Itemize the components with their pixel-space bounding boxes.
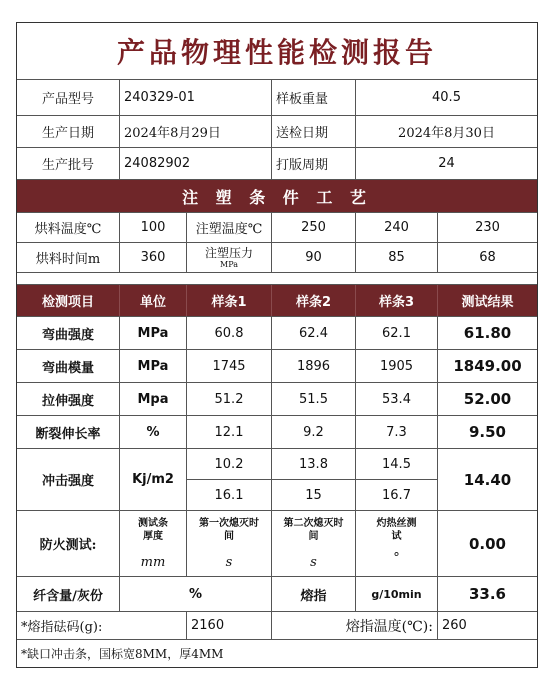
- fire-h3: 第二次熄灭时间: [272, 511, 356, 549]
- s3: 7.3: [356, 416, 438, 449]
- result: 9.50: [438, 416, 537, 449]
- s2: 62.4: [272, 317, 356, 350]
- dry-time-label: 烘料时间m: [17, 243, 120, 273]
- inj-pressure-text: 注塑压力: [204, 245, 253, 260]
- inj-pressure-3: 68: [438, 243, 537, 273]
- melt-temp-value: 260: [438, 612, 537, 640]
- col-s2: 样条2: [272, 285, 356, 316]
- s1: 12.1: [187, 416, 272, 449]
- item: 冲击强度: [17, 449, 120, 511]
- s1: 51.2: [187, 383, 272, 416]
- batch-value: 24082902: [120, 148, 272, 180]
- result: 14.40: [438, 449, 537, 511]
- unit: MPa: [120, 350, 187, 383]
- weight-value: 40.5: [356, 80, 537, 116]
- result: 52.00: [438, 383, 537, 416]
- weight-label: 样板重量: [272, 80, 356, 116]
- batch-label: 生产批号: [17, 148, 120, 180]
- melt-weight-label: *熔指砝码(g):: [17, 612, 187, 640]
- result: 33.6: [438, 577, 537, 612]
- inj-temp-2: 240: [356, 213, 438, 243]
- cycle-value: 24: [356, 148, 537, 180]
- spacer-row: [17, 273, 537, 285]
- dry-temp-label: 烘料温度℃: [17, 213, 120, 243]
- report-title: 产品物理性能检测报告: [17, 23, 537, 80]
- s3-a: 14.5: [356, 449, 438, 480]
- item: 断裂伸长率: [17, 416, 120, 449]
- unit: Mpa: [120, 383, 187, 416]
- unit: Kj/m2: [120, 449, 187, 511]
- melt-temp-label: 熔指温度(℃):: [272, 612, 438, 640]
- footer-note: *缺口冲击条，国标宽8MM，厚4MM: [21, 647, 224, 661]
- results-header: [17, 285, 537, 317]
- result: 0.00: [438, 511, 537, 577]
- report-sheet: [16, 22, 538, 668]
- fire-v3: s: [272, 549, 356, 577]
- item: 纤含量/灰份: [17, 577, 120, 612]
- s3: 1905: [356, 350, 438, 383]
- fire-v1: mm: [120, 549, 187, 577]
- cycle-label: 打版周期: [272, 148, 356, 180]
- inj-pressure-2: 85: [356, 243, 438, 273]
- prod-date-label: 生产日期: [17, 116, 120, 148]
- s2-b: 15: [272, 480, 356, 511]
- melt-weight-value: 2160: [187, 612, 272, 640]
- item: 防火测试:: [17, 511, 120, 577]
- fire-v4: °: [356, 549, 438, 577]
- prod-date-value: 2024年8月29日: [120, 116, 272, 148]
- result: 1849.00: [438, 350, 537, 383]
- fire-h1: 测试条厚度: [120, 511, 187, 549]
- s2: 1896: [272, 350, 356, 383]
- s1-b: 16.1: [187, 480, 272, 511]
- inj-temp-3: 230: [438, 213, 537, 243]
- s3-b: 16.7: [356, 480, 438, 511]
- fire-h2: 第一次熄灭时间: [187, 511, 272, 549]
- model-label: 产品型号: [17, 80, 120, 116]
- melt-label: 熔指: [272, 577, 356, 612]
- s1: 1745: [187, 350, 272, 383]
- item: 弯曲强度: [17, 317, 120, 350]
- test-date-label: 送检日期: [272, 116, 356, 148]
- item: 弯曲模量: [17, 350, 120, 383]
- fire-v2: s: [187, 549, 272, 577]
- item: 拉伸强度: [17, 383, 120, 416]
- inj-pressure-1: 90: [272, 243, 356, 273]
- unit: MPa: [120, 317, 187, 350]
- s2: 9.2: [272, 416, 356, 449]
- unit: %: [120, 416, 187, 449]
- s3: 53.4: [356, 383, 438, 416]
- col-unit: 单位: [120, 285, 187, 316]
- col-s1: 样条1: [187, 285, 272, 316]
- inj-temp-label: 注塑温度℃: [187, 213, 272, 243]
- process-header: 注 塑 条 件 工 艺: [17, 180, 537, 213]
- s1-a: 10.2: [187, 449, 272, 480]
- col-item: 检测项目: [17, 285, 120, 316]
- col-result: 测试结果: [461, 295, 514, 310]
- inj-pressure-unit: MPa: [220, 259, 238, 269]
- model-value: 240329-01: [120, 80, 272, 116]
- test-date-value: 2024年8月30日: [356, 116, 537, 148]
- unit: %: [120, 577, 272, 612]
- melt-unit: g/10min: [356, 577, 438, 612]
- result: 61.80: [438, 317, 537, 350]
- inj-temp-1: 250: [272, 213, 356, 243]
- s1: 60.8: [187, 317, 272, 350]
- s2: 51.5: [272, 383, 356, 416]
- s2-a: 13.8: [272, 449, 356, 480]
- col-s3: 样条3: [356, 285, 438, 316]
- dry-temp-value: 100: [120, 213, 187, 243]
- dry-time-value: 360: [120, 243, 187, 273]
- s3: 62.1: [356, 317, 438, 350]
- fire-h4: 灼热丝测试: [356, 511, 438, 549]
- inj-pressure-label: [187, 243, 272, 273]
